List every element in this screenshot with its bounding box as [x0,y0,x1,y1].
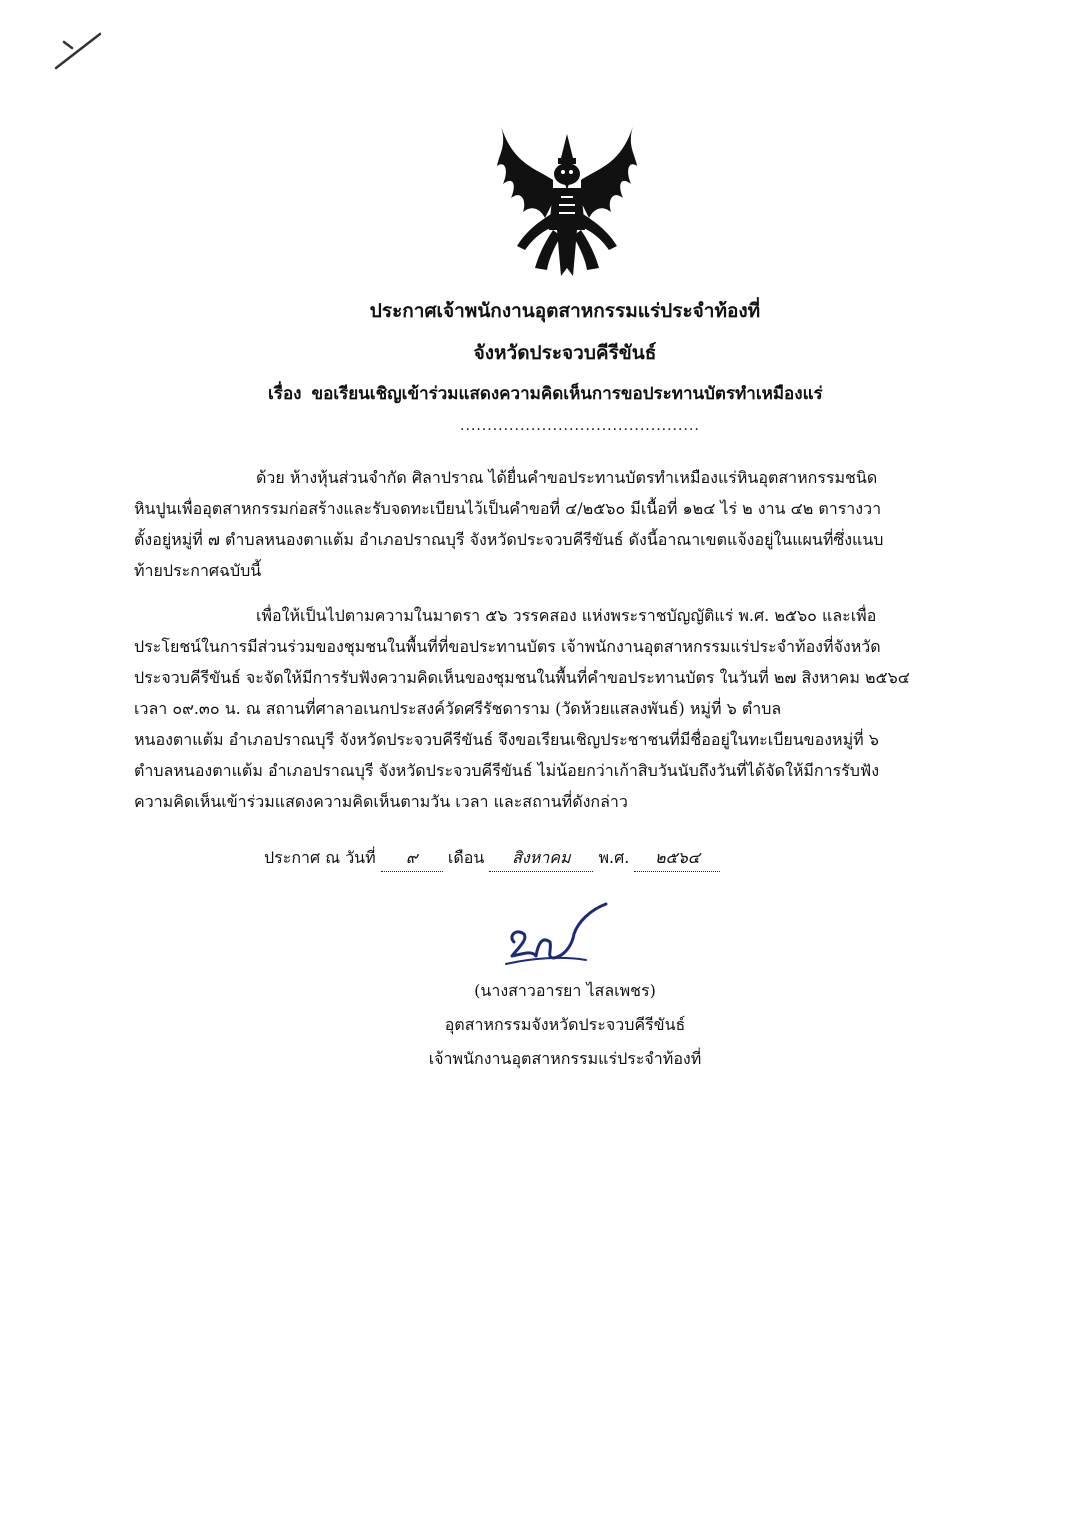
paragraph-line: ตั้งอยู่หมู่ที่ ๗ ตำบลหนองตาแต้ม อำเภอปราณบุรี จังหวัดประจวบคีรีขันธ์ ดังนี้อาณาเขตแจ้งอยู่ในแผนที่ซึ่งแนบ [134,530,884,549]
signatory-block [380,974,750,1076]
announcement-date [264,846,720,872]
paragraph-line: ความคิดเห็นเข้าร่วมแสดงความคิดเห็นตามวัน เวลา และสถานที่ดังกล่าว [134,792,628,811]
paragraph-line: เพื่อให้เป็นไปตามความในมาตรา ๕๖ วรรคสอง แห่งพระราชบัญญัติแร่ พ.ศ. ๒๕๖๐ และเพื่อ [256,606,877,625]
date-prefix: ประกาศ ณ วันที่ [264,848,376,867]
paragraph-line: หินปูนเพื่ออุตสาหกรรมก่อสร้างและรับจดทะเบียนไว้เป็นคำขอที่ ๔/๒๕๖๐ มีเนื้อที่ ๑๒๔ ไร่ ๒ งาน ๔๒ ตารางวา [134,499,882,518]
garuda-emblem-icon [495,118,640,280]
subject-text: ขอเรียนเชิญเข้าร่วมแสดงความคิดเห็นการขอประทานบัตรทำเหมืองแร่ [311,384,823,404]
paragraph-line: ประโยชน์ในการมีส่วนร่วมของชุมชนในพื้นที่ที่ขอประทานบัตร เจ้าพนักงานอุตสาหกรรมแร่ประจำท้องที่จังหวัด [134,637,881,656]
date-year: ๒๕๖๔ [634,846,720,872]
signatory-position: อุตสาหกรรมจังหวัดประจวบคีรีขันธ์ [444,1015,686,1034]
subject-label: เรื่อง [268,384,302,404]
date-day: ๙ [381,846,443,872]
paragraph-hearing [134,600,992,817]
paragraph-line: ตำบลหนองตาแต้ม อำเภอปราณบุรี จังหวัดประจวบคีรีขันธ์ ไม่น้อยกว่าเก้าสิบวันนับถึงวันที่ได้จัดให้มีการรับฟัง [134,761,880,780]
pen-mark-icon [48,28,108,72]
paragraph-line: เวลา ๐๙.๓๐ น. ณ สถานที่ศาลาอเนกประสงค์วัดศรีรัชดาราม (วัดห้วยแสลงพันธ์) หมู่ที่ ๖ ตำบล [134,699,782,718]
paragraph-line: ท้ายประกาศฉบับนี้ [134,561,262,580]
paragraph-line: ด้วย ห้างหุ้นส่วนจำกัด ศิลาปราณ ได้ยื่นคำขอประทานบัตรทำเหมืองแร่หินอุตสาหกรรมชนิด [256,468,878,487]
date-month: สิงหาคม [489,846,593,872]
signatory-name: (นางสาวอารยา ไสลเพชร) [474,981,656,1000]
paragraph-line: หนองตาแต้ม อำเภอปราณบุรี จังหวัดประจวบคีรีขันธ์ จึงขอเรียนเชิญประชาชนที่มีชื่ออยู่ในทะเบียนของหมู่ที่ ๖ [134,730,879,749]
signatory-role: เจ้าพนักงานอุตสาหกรรมแร่ประจำท้องที่ [428,1049,702,1068]
paragraph-applicant [134,462,992,586]
handwritten-signature-icon [502,896,614,976]
date-year-label: พ.ศ. [598,848,630,867]
paragraph-line: ประจวบคีรีขันธ์ จะจัดให้มีการรับฟังความคิดเห็นของชุมชนในพื้นที่คำขอประทานบัตร ในวันที่ ๒๗ สิงหาคม ๒๕๖๔ [134,668,910,687]
subject-line [268,380,823,407]
date-month-label: เดือน [447,848,485,867]
announcement-title: ประกาศเจ้าพนักงานอุตสาหกรรมแร่ประจำท้องที่ [369,300,761,322]
announcement-province: จังหวัดประจวบคีรีขันธ์ [473,342,657,364]
title-divider: ............................................ [460,418,700,434]
